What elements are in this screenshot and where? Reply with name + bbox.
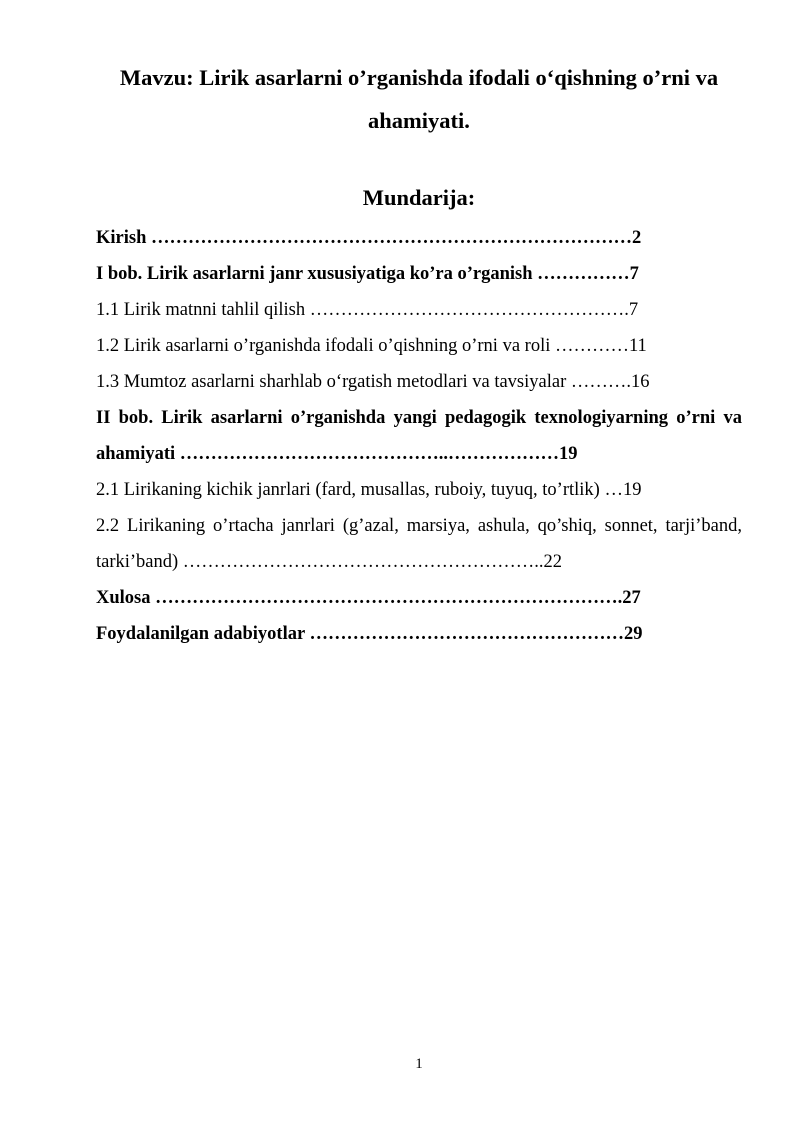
toc-entry-bibliography: Foydalanilgan adabiyotlar ……………………………………………29 bbox=[96, 624, 643, 644]
toc-entry-1-2: 1.2 Lirik asarlarni o’rganishda ifodali o’qishning o’rni va roli …………11 bbox=[96, 336, 647, 356]
document-title: Mavzu: Lirik asarlarni o’rganishda ifodali o‘qishning o’rni va ahamiyati. bbox=[119, 65, 719, 133]
toc-entry-1-1: 1.1 Lirik matnni tahlil qilish …………………………………………….7 bbox=[96, 300, 639, 320]
toc-heading: Mundarija: bbox=[362, 185, 476, 210]
toc-entry-chapter-1: I bob. Lirik asarlarni janr xususiyatiga ko’ra o’rganish ……………7 bbox=[96, 264, 639, 284]
toc-entry-2-1: 2.1 Lirikaning kichik janrlari (fard, musallas, ruboiy, tuyuq, to’rtlik) …19 bbox=[96, 480, 642, 500]
toc-entry-kirish: Kirish ……………………………………………………………………2 bbox=[96, 228, 642, 248]
toc-entry-chapter-2: II bob. Lirik asarlarni o’rganishda yangi pedagogik texnologiyarning o’rni va ahamiyati ……………………………………..………………19 bbox=[96, 408, 742, 464]
page-number: 1 bbox=[415, 1056, 423, 1072]
table-of-contents bbox=[96, 223, 742, 655]
toc-entry-2-2: 2.2 Lirikaning o’rtacha janrlari (g’azal, marsiya, ashula, qo’shiq, sonnet, tarji’band, tarki’band) …………………………………………………..22 bbox=[96, 516, 742, 572]
toc-entry-xulosa: Xulosa ………………………………………………………………….27 bbox=[96, 588, 641, 608]
toc-entry-1-3: 1.3 Mumtoz asarlarni sharhlab o‘rgatish metodlari va tavsiyalar ……….16 bbox=[96, 372, 650, 392]
